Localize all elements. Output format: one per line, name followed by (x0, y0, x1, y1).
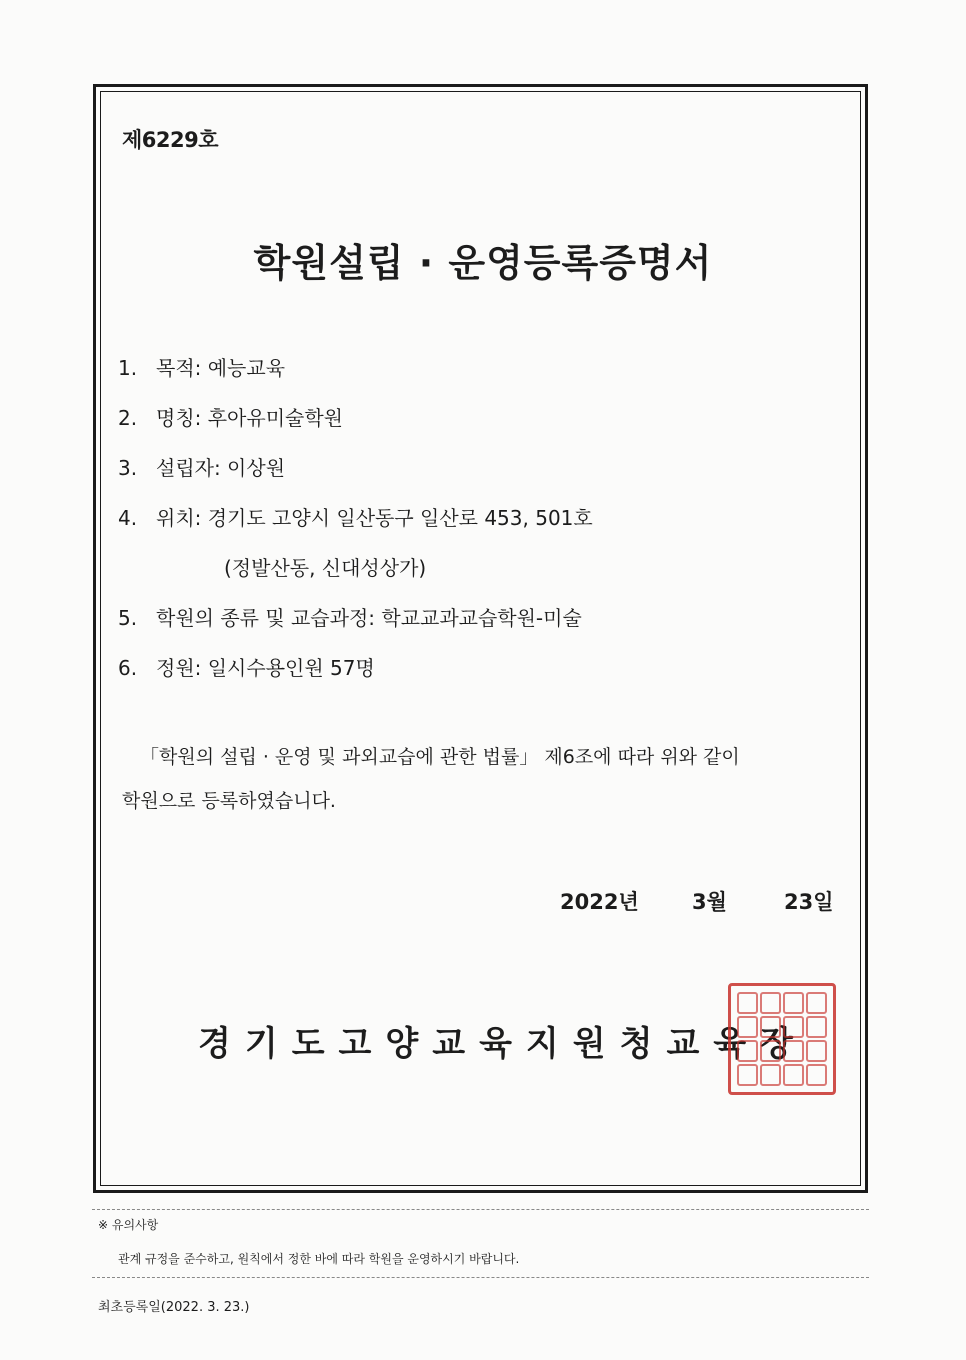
divider-bottom (92, 1277, 869, 1278)
item-location: 4. 위치: 경기도 고양시 일산동구 일산로 453, 501호 (118, 506, 593, 530)
issue-month: 3월 (692, 890, 727, 914)
statement-line-2: 학원으로 등록하였습니다. (122, 790, 336, 812)
issuer-name: 경기도고양교육지원청교육장 (198, 1024, 807, 1064)
first-registration-date: 최초등록일(2022. 3. 23.) (98, 1300, 250, 1315)
note-title: ※ 유의사항 (98, 1218, 159, 1232)
item-type-course: 5. 학원의 종류 및 교습과정: 학교교과교습학원-미술 (118, 606, 582, 630)
item-purpose: 1. 목적: 예능교육 (118, 356, 286, 380)
note-text: 관계 규정을 준수하고, 원칙에서 정한 바에 따라 학원을 운영하시기 바랍니다. (118, 1252, 520, 1266)
official-seal (728, 983, 836, 1095)
item-capacity: 6. 정원: 일시수용인원 57명 (118, 656, 375, 680)
issue-year: 2022년 (560, 890, 639, 914)
certificate-number: 제6229호 (122, 128, 219, 152)
item-name: 2. 명칭: 후아유미술학원 (118, 406, 343, 430)
item-founder: 3. 설립자: 이상원 (118, 456, 286, 480)
divider-top (92, 1209, 869, 1210)
certificate-title: 학원설립 · 운영등록증명서 (253, 241, 713, 285)
statement-line-1: 「학원의 설립 · 운영 및 과외교습에 관한 법률」 제6조에 따라 위와 같이 (140, 746, 740, 768)
certificate-items (118, 354, 593, 704)
issue-day: 23일 (784, 890, 834, 914)
item-location-detail: (정발산동, 신대성상가) (224, 556, 427, 580)
